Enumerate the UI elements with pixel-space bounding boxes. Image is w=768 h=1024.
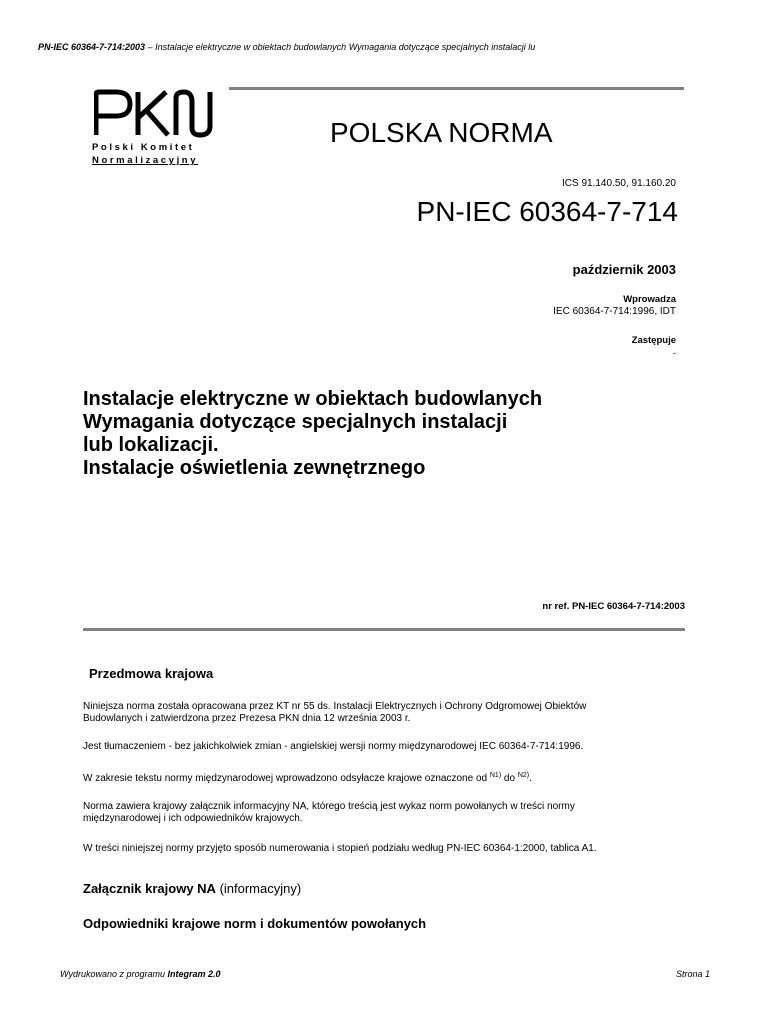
middle-rule xyxy=(83,628,685,631)
pkn-logo-mark-icon xyxy=(92,88,218,138)
foreword-paragraph-4 xyxy=(83,801,575,825)
page-title: POLSKA NORMA xyxy=(330,117,553,148)
introduces-value: IEC 60364-7-714:1996, IDT xyxy=(553,306,676,317)
annex-heading xyxy=(83,881,301,896)
replaces-value: - xyxy=(673,348,676,358)
foreword-paragraph-3 xyxy=(83,770,532,785)
paragraph-text: do xyxy=(501,773,518,784)
paragraph-text: W zakresie tekstu normy międzynarodowej wprowadzono odsyłacze krajowe oznaczone od xyxy=(83,773,490,784)
header-text: – Instalacje elektryczne w obiektach budowlanych Wymagania dotyczące specjalnych instalacji lu xyxy=(145,42,536,52)
document-number: PN-IEC 60364-7-714 xyxy=(416,196,678,227)
running-header xyxy=(38,42,535,52)
annex-note: (informacyjny) xyxy=(215,881,302,896)
reference-number: nr ref. PN-IEC 60364-7-714:2003 xyxy=(542,601,685,612)
footnote-marker: N1) xyxy=(489,772,502,779)
top-rule xyxy=(229,87,684,90)
foreword-paragraph-5: W treści niniejszej normy przyjęto sposób numerowania i stopień podziału według PN-IEC 60364-1:2000, tablica A1. xyxy=(83,843,597,854)
replaces-label: Zastępuje xyxy=(631,335,676,346)
page-number: Strona 1 xyxy=(675,969,710,979)
paragraph-text: . xyxy=(529,773,532,784)
document-title-line: Instalacje elektryczne w obiektach budowlanych xyxy=(83,388,543,410)
header-code: PN-IEC 60364-7-714:2003 xyxy=(38,42,146,52)
logo-line-2: Normalizacyjny xyxy=(92,155,199,166)
annex-subheading: Odpowiedniki krajowe norm i dokumentów powołanych xyxy=(83,916,427,931)
footnote-marker: N2) xyxy=(517,772,530,779)
document-title-line: Instalacje oświetlenia zewnętrznego xyxy=(83,457,426,479)
paragraph-line: Niniejsza norma została opracowana przez KT nr 55 ds. Instalacji Elektrycznych i Ochrony Odgromowej Obiektów xyxy=(83,701,587,712)
logo-line-1: Polski Komitet xyxy=(92,142,195,153)
pkn-logo xyxy=(92,88,222,172)
foreword-heading: Przedmowa krajowa xyxy=(89,666,214,681)
foreword-paragraph-2: Jest tłumaczeniem - bez jakichkolwiek zmian - angielskiej wersji normy międzynarodowej IEC 60364-7-714:1996. xyxy=(83,741,584,752)
paragraph-line: Norma zawiera krajowy załącznik informacyjny NA, którego treścią jest wykaz norm powołanych w treści normy xyxy=(83,801,575,812)
document-title-line: lub lokalizacji. xyxy=(83,434,219,456)
paragraph-line: Budowlanych i zatwierdzona przez Prezesa PKN dnia 12 września 2003 r. xyxy=(83,713,411,724)
annex-title: Załącznik krajowy NA xyxy=(83,881,216,896)
ics-codes: ICS 91.140.50, 91.160.20 xyxy=(562,178,676,189)
footer-program: Integram 2.0 xyxy=(167,969,221,979)
footer-left xyxy=(60,969,221,979)
document-title xyxy=(83,388,542,480)
footer-text: Wydrukowano z programu xyxy=(60,969,168,979)
paragraph-line: międzynarodowej i ich odpowiedników krajowych. xyxy=(83,813,303,824)
foreword-paragraph-1 xyxy=(83,701,586,725)
introduces-label: Wprowadza xyxy=(623,294,676,305)
publication-date: październik 2003 xyxy=(572,262,676,277)
document-title-line: Wymagania dotyczące specjalnych instalacji xyxy=(83,411,508,433)
